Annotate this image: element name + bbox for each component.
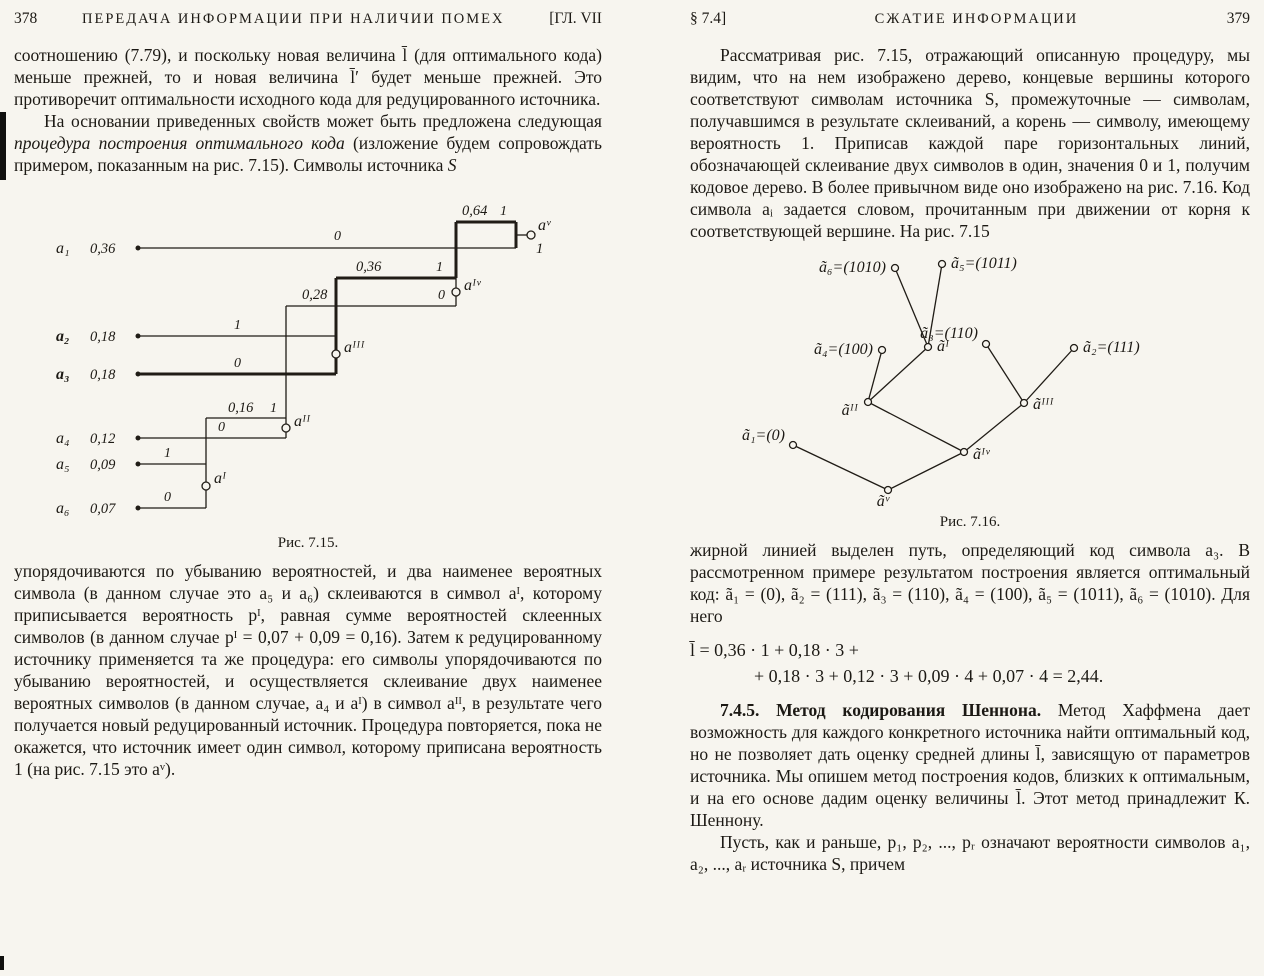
branch-bit: 0 (234, 356, 241, 371)
node-a3 (983, 341, 990, 348)
page-number-left: 378 (14, 10, 38, 27)
node-a6 (892, 265, 899, 272)
node-label: ãᴵᴵ (841, 402, 858, 419)
paragraph: Пусть, как и раньше, p₁, p₂, ..., pᵣ означают вероятности символов a₁, a₂, ..., aᵣ источника S, причем (690, 832, 1250, 874)
symbol-label: a₁ (56, 240, 70, 257)
node-a-i (202, 482, 210, 490)
section-ref: § 7.4] (690, 10, 727, 27)
probability-label: 0,07 (90, 501, 116, 517)
probability-label: 0,09 (90, 457, 116, 473)
figure-caption: Рис. 7.16. (939, 514, 1001, 530)
running-title-left: ПЕРЕДАЧА ИНФОРМАЦИИ ПРИ НАЛИЧИИ ПОМЕХ (82, 11, 505, 27)
probability-label: 0,18 (90, 329, 116, 345)
node-a-v-root (527, 231, 535, 239)
symbol-label: a₂ (56, 328, 70, 345)
node-a1 (790, 442, 797, 449)
merged-symbol-label: aᴵᴵᴵ (344, 339, 365, 356)
paragraph (14, 110, 602, 176)
paragraph: соотношению (7.79), и поскольку новая величина l̄ (для оптимального кода) меньше прежней, то и новая величина l̄′ будет меньше прежней. Это противоречит оптимальности исходного кода для редуцированного источника. (14, 45, 602, 109)
running-head-left (14, 10, 602, 28)
code-label: ã₁=(0) (741, 427, 785, 444)
page-number-right: 379 (1226, 10, 1250, 27)
merged-symbol-label: aᴵᵛ (464, 277, 481, 294)
chapter-ref: [ГЛ. VII (549, 10, 602, 27)
symbol-label: a₃ (56, 366, 70, 383)
branch-bit: 1 (436, 260, 443, 275)
code-label: ã₄=(100) (813, 341, 873, 358)
node-a-iv (452, 288, 460, 296)
merged-probability: 0,64 (462, 203, 488, 219)
symbol-label: a₄ (56, 430, 70, 447)
running-head-right (690, 10, 1250, 28)
node-a-iv (961, 449, 968, 456)
figure-caption: Рис. 7.15. (277, 535, 339, 551)
paragraph-text: (изложение будем сопровождать примером, показанным на рис. 7.15). Символы источника (14, 133, 602, 175)
node-a-ii (865, 399, 872, 406)
root-probability: 1 (536, 241, 544, 257)
node-label: ãᴵᵛ (973, 446, 990, 463)
branch-bit: 1 (164, 446, 171, 461)
symbol-label: a₆ (56, 500, 70, 517)
figure-7-16 (690, 252, 1250, 531)
page-379 (632, 0, 1264, 976)
figure-7-15 (14, 186, 602, 552)
running-title-right: СЖАТИЕ ИНФОРМАЦИИ (874, 11, 1079, 27)
branch-bit: 0 (334, 229, 341, 244)
source-symbol: S (447, 155, 457, 175)
scan-artifact (0, 112, 6, 180)
node-label: ãᴵ (937, 338, 950, 355)
average-length-equation (690, 637, 1250, 689)
paragraph: жирной линией выделен путь, определяющий код символа a₃. В рассмотренном примере результатом построения является оптимальный код: ã₁ = (0), ã₂ = (111), ã₃ = (110), ã₄ = (100), ã₅ = (1011), ã₆ = (1010). Для него (690, 540, 1250, 626)
branch-bit: 1 (500, 204, 507, 219)
section-heading: 7.4.5. Метод кодирования Шеннона. (720, 700, 1042, 720)
scan-artifact (0, 956, 4, 970)
node-a5 (939, 261, 946, 268)
equation-line: l̄ = 0,36 · 1 + 0,18 · 3 + (690, 640, 859, 660)
equation-line: + 0,18 · 3 + 0,12 · 3 + 0,09 · 4 + 0,07 · 4 = 2,44. (754, 666, 1104, 686)
branch-bit: 1 (270, 401, 277, 416)
node-a4 (879, 347, 886, 354)
huffman-merge-diagram (38, 186, 578, 531)
merged-symbol-label: aᵛ (538, 217, 551, 234)
node-a-iii (332, 350, 340, 358)
branch-bit: 0 (164, 490, 171, 505)
code-label: ã₃=(110) (920, 325, 978, 342)
code-label: ã₆=(1010) (818, 259, 886, 276)
probability-label: 0,12 (90, 431, 116, 447)
code-label: ã₂=(111) (1083, 339, 1140, 356)
merged-probability: 0,36 (356, 259, 382, 275)
paragraph: Рассматривая рис. 7.15, отражающий описанную процедуру, мы видим, что на нем изображено дерево, концевые вершины которого соответствуют символам источника S, промежуточные — символам, получавшимся в результате склеиваний, а корень — символу, имеющему вероятность 1. Приписав каждой паре горизонтальных линий, обозначающей склеивание двух символов в один, значения 0 и 1, получим кодовое дерево. В более привычном виде оно изображено на рис. 7.16. Код символа aᵢ задается словом, прочитанным при движении от корня к соответствующей вершине. На рис. 7.15 (690, 45, 1250, 241)
node-label: ãᵛ (876, 493, 890, 510)
merged-probability: 0,16 (228, 400, 254, 416)
probability-label: 0,18 (90, 367, 116, 383)
paragraph-text: На основании приведенных свойств может быть предложена следующая (44, 111, 602, 131)
branch-bit: 1 (234, 318, 241, 333)
node-label: ãᴵᴵᴵ (1033, 396, 1054, 413)
merged-probability: 0,28 (302, 287, 328, 303)
merged-symbol-label: aᴵᴵ (294, 413, 311, 430)
node-a2 (1071, 345, 1078, 352)
section-body: Метод Хаффмена дает возможность для каждого конкретного источника найти оптимальный код, но не позволяет дать оценку средней длины l̄, зависящую от параметров источника. Мы опишем метод построения кодов, близких к оптимальным, и на его основе дадим оценку величины l̄. Этот метод принадлежит К. Шеннону. (690, 700, 1250, 830)
code-tree-diagram (690, 252, 1250, 510)
emphasized-term: процедура построения оптимального кода (14, 133, 345, 153)
node-a-iii (1021, 400, 1028, 407)
code-label: ã₅=(1011) (951, 255, 1017, 272)
node-a-ii (282, 424, 290, 432)
branch-bit: 0 (438, 288, 445, 303)
paragraph-section-745 (690, 699, 1250, 831)
symbol-label: a₅ (56, 456, 70, 473)
node-a-i (925, 344, 932, 351)
merged-symbol-label: aᴵ (214, 470, 227, 487)
branch-bit: 0 (218, 420, 225, 435)
paragraph: упорядочиваются по убыванию вероятностей, и два наименее вероятных символа (в данном случае это a₅ и a₆) склеиваются в символ aᴵ, которому приписывается вероятность pᴵ, равная сумме вероятностей склеенных символов (в данном случае pᴵ = 0,07 + 0,09 = 0,16). Затем к редуцированному источнику применяется та же процедура: его символы упорядочиваются по убыванию вероятностей, и осуществляется склеивание двух наименее вероятных символов (в данном случае, a₄ и aᴵ) в символ aᴵᴵ, в результате чего получается новый редуцированный источник. Процедура повторяется, пока не окажется, что источник имеет один символ, которому приписана вероятность 1 (на рис. 7.15 это aᵛ). (14, 561, 602, 779)
probability-label: 0,36 (90, 241, 116, 257)
